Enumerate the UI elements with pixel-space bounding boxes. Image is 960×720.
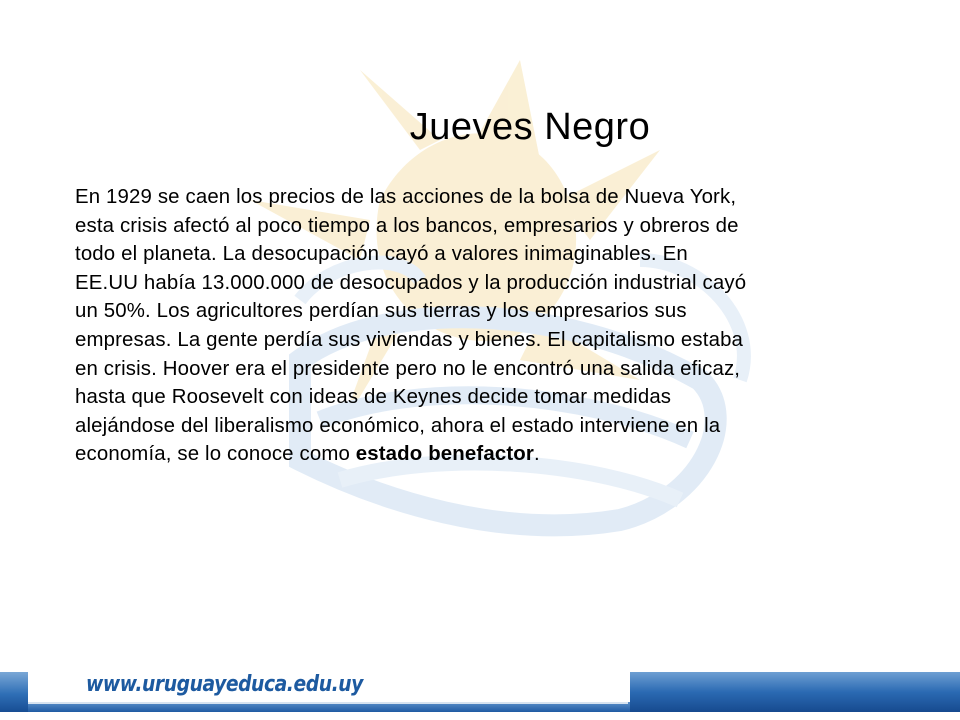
footer-bar-right xyxy=(630,672,960,712)
paragraph-line: En 1929 se caen los precios de las acciones de la bolsa de Nueva York, xyxy=(75,186,737,208)
paragraph-line: EE.UU había 13.000.000 de desocupados y la producción industrial cayó xyxy=(75,271,747,294)
body-paragraph xyxy=(75,183,865,469)
paragraph-line: un 50%. Los agricultores perdían sus tierras y los empresarios sus xyxy=(75,300,687,323)
paragraph-last-line xyxy=(75,440,865,469)
paragraph-line: todo el planeta. La desocupación cayó a valores inimaginables. En xyxy=(75,243,688,266)
footer-url[interactable]: www.uruguayeduca.edu.uy xyxy=(86,672,363,697)
footer-bar xyxy=(0,662,960,720)
paragraph-line: alejándose del liberalismo económico, ahora el estado interviene en la xyxy=(75,414,721,437)
paragraph-line: hasta que Roosevelt con ideas de Keynes decide tomar medidas xyxy=(75,386,672,409)
paragraph-line: esta crisis afectó al poco tiempo a los bancos, empresarios y obreros de xyxy=(75,214,739,237)
last-line-period: . xyxy=(533,443,540,466)
footer-bar-left xyxy=(0,672,28,712)
last-line-text: economía, se lo conoce como xyxy=(75,443,356,466)
paragraph-line: en crisis. Hoover era el presidente pero no le encontró una salida eficaz, xyxy=(75,357,741,380)
bold-term: estado benefactor xyxy=(355,443,534,466)
slide-title: Jueves Negro xyxy=(409,106,651,148)
paragraph-line: empresas. La gente perdía sus viviendas y bienes. El capitalismo estaba xyxy=(75,328,744,351)
